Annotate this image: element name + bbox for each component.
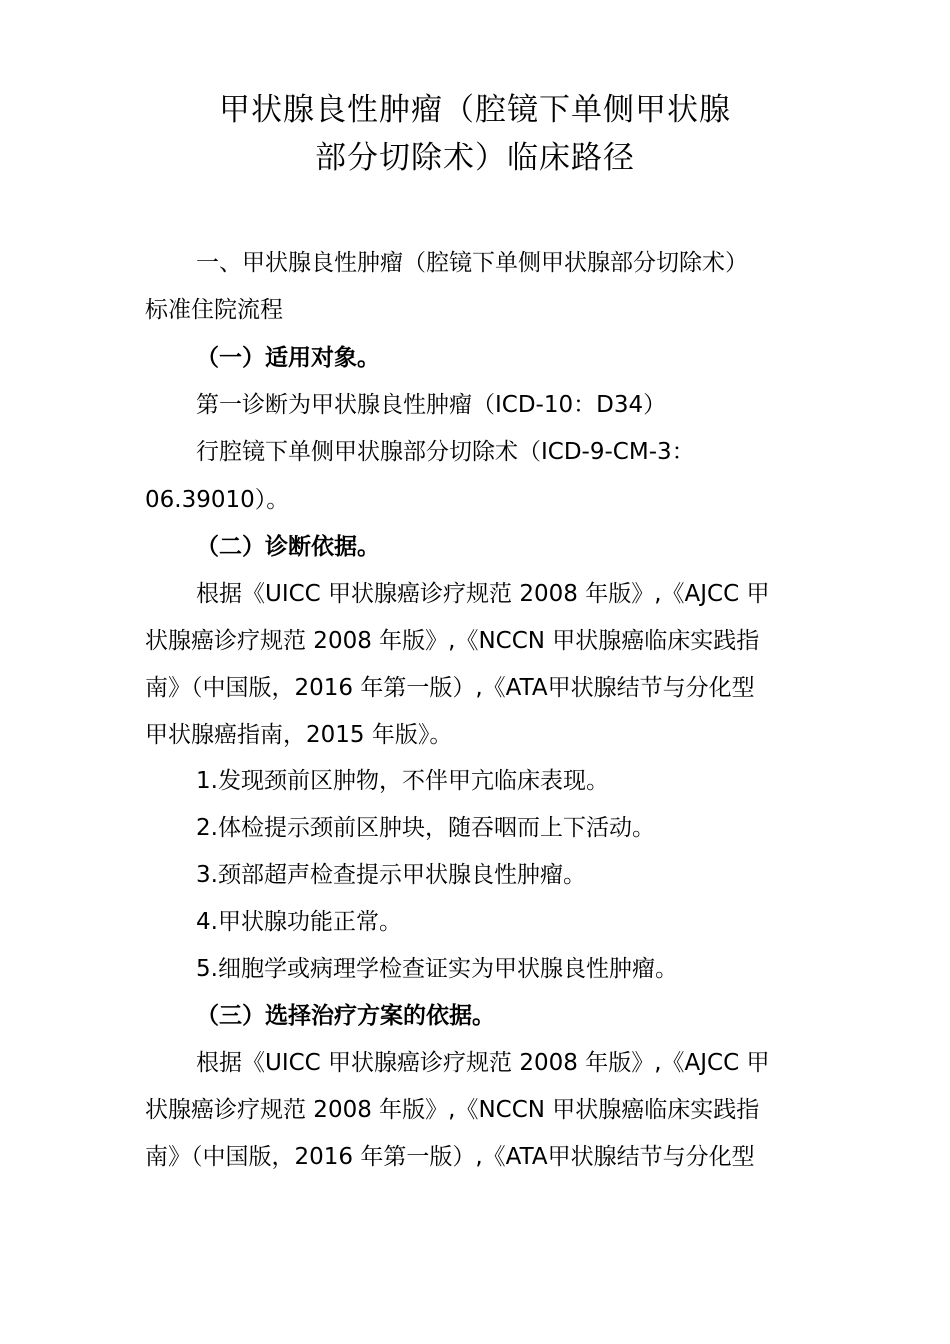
subheading-diagnosis-basis: （二）诊断依据。	[196, 534, 380, 560]
subheading-treatment-basis: （三）选择治疗方案的依据。	[196, 1003, 495, 1029]
list-item: 3.颈部超声检查提示甲状腺良性肿瘤。	[196, 862, 586, 888]
paragraph-line: 第一诊断为甲状腺良性肿瘤（ICD-10：D34）	[196, 392, 667, 418]
list-item: 1.发现颈前区肿物，不伴甲亢临床表现。	[196, 768, 609, 794]
paragraph-line: 南》（中国版，2016 年第一版）,《ATA甲状腺结节与分化型	[145, 1144, 755, 1170]
list-item: 5.细胞学或病理学检查证实为甲状腺良性肿瘤。	[196, 956, 678, 982]
list-item: 4.甲状腺功能正常。	[196, 909, 402, 935]
subheading-applicable-objects: （一）适用对象。	[196, 345, 380, 371]
paragraph-line: 状腺癌诊疗规范 2008 年版》,《NCCN 甲状腺癌临床实践指	[145, 1097, 760, 1123]
list-item: 2.体检提示颈前区肿块，随吞咽而上下活动。	[196, 815, 655, 841]
paragraph-line: 根据《UICC 甲状腺癌诊疗规范 2008 年版》,《AJCC 甲	[196, 1050, 770, 1076]
document-title-line-2: 部分切除术）临床路径	[315, 140, 635, 176]
paragraph-line: 06.39010）。	[145, 487, 290, 513]
paragraph-line: 南》（中国版，2016 年第一版）,《ATA甲状腺结节与分化型	[145, 675, 755, 701]
paragraph-line: 状腺癌诊疗规范 2008 年版》,《NCCN 甲状腺癌临床实践指	[145, 628, 760, 654]
paragraph-line: 根据《UICC 甲状腺癌诊疗规范 2008 年版》,《AJCC 甲	[196, 581, 770, 607]
paragraph-line: 行腔镜下单侧甲状腺部分切除术（ICD-9-CM-3：	[196, 439, 695, 465]
section-heading-line-1: 一、甲状腺良性肿瘤（腔镜下单侧甲状腺部分切除术）	[196, 250, 748, 276]
section-heading-line-2: 标准住院流程	[145, 297, 283, 323]
document-title-line-1: 甲状腺良性肿瘤（腔镜下单侧甲状腺	[219, 92, 731, 128]
paragraph-line: 甲状腺癌指南，2015 年版》。	[145, 722, 453, 748]
